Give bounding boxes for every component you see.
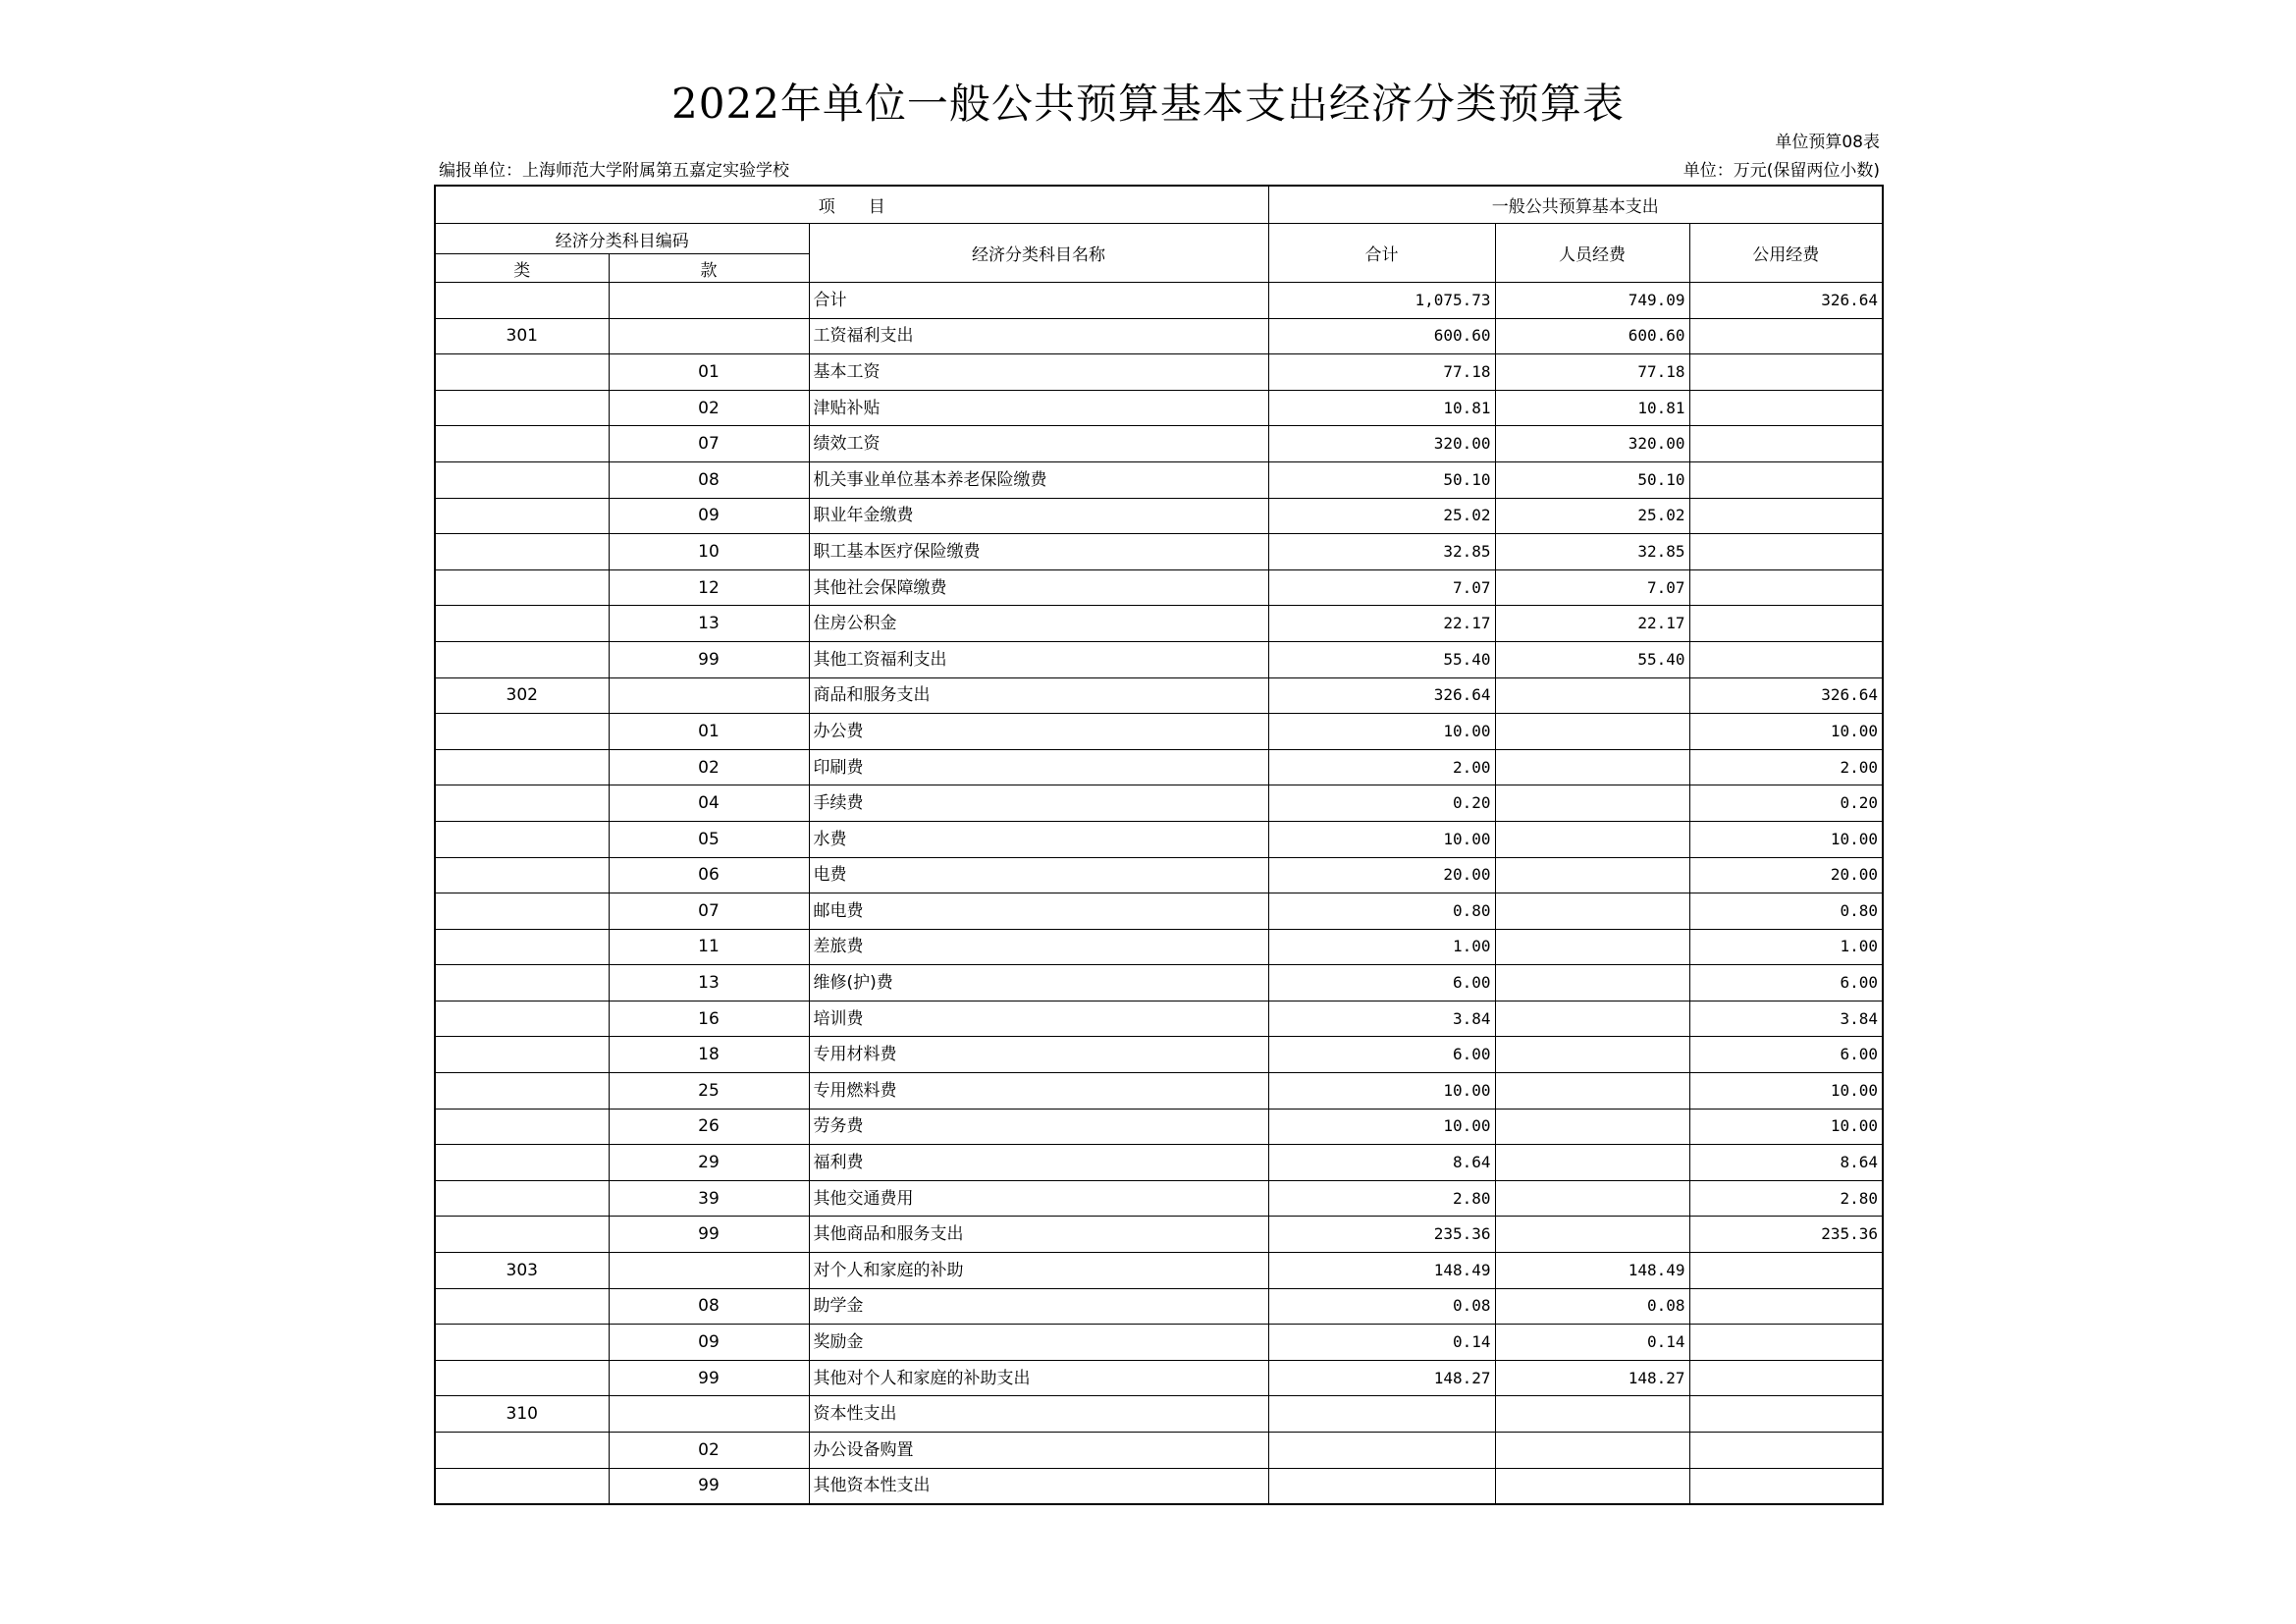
subcategory-code-cell: 10 bbox=[609, 534, 809, 570]
subcategory-code-cell: 26 bbox=[609, 1109, 809, 1145]
public-cost-cell bbox=[1689, 1433, 1883, 1469]
item-name-cell: 其他交通费用 bbox=[809, 1180, 1268, 1217]
category-code-cell bbox=[435, 461, 609, 498]
table-row bbox=[435, 1325, 1883, 1361]
public-cost-cell: 20.00 bbox=[1689, 857, 1883, 893]
item-name-cell: 绩效工资 bbox=[809, 426, 1268, 462]
total-amount-cell: 6.00 bbox=[1268, 1037, 1495, 1073]
subcategory-code-cell: 05 bbox=[609, 821, 809, 857]
category-code-cell bbox=[435, 1109, 609, 1145]
category-code-cell bbox=[435, 354, 609, 391]
item-name-cell: 机关事业单位基本养老保险缴费 bbox=[809, 461, 1268, 498]
staff-cost-cell: 32.85 bbox=[1495, 534, 1689, 570]
item-name-cell: 福利费 bbox=[809, 1145, 1268, 1181]
table-row bbox=[435, 1073, 1883, 1110]
table-row bbox=[435, 606, 1883, 642]
public-cost-cell bbox=[1689, 426, 1883, 462]
report-title: 2022年单位一般公共预算基本支出经济分类预算表 bbox=[671, 80, 1625, 128]
total-amount-cell: 55.40 bbox=[1268, 641, 1495, 677]
table-row bbox=[435, 1396, 1883, 1433]
subcategory-code-cell bbox=[609, 677, 809, 714]
total-amount-cell bbox=[1268, 1433, 1495, 1469]
subcategory-code-cell: 02 bbox=[609, 1433, 809, 1469]
header-public-cost: 公用经费 bbox=[1689, 224, 1883, 283]
header-kuan: 款 bbox=[609, 254, 809, 283]
staff-cost-cell: 600.60 bbox=[1495, 318, 1689, 354]
table-row bbox=[435, 390, 1883, 426]
table-row bbox=[435, 1109, 1883, 1145]
staff-cost-cell bbox=[1495, 677, 1689, 714]
category-code-cell bbox=[435, 1433, 609, 1469]
category-code-cell bbox=[435, 1037, 609, 1073]
header-item-name: 经济分类科目名称 bbox=[809, 224, 1268, 283]
item-name-cell: 奖励金 bbox=[809, 1325, 1268, 1361]
item-name-cell: 基本工资 bbox=[809, 354, 1268, 391]
staff-cost-cell bbox=[1495, 857, 1689, 893]
public-cost-cell: 8.64 bbox=[1689, 1145, 1883, 1181]
total-amount-cell: 50.10 bbox=[1268, 461, 1495, 498]
budget-table bbox=[434, 185, 1884, 1505]
category-code-cell: 303 bbox=[435, 1253, 609, 1289]
subcategory-code-cell: 99 bbox=[609, 1468, 809, 1504]
total-amount-cell: 32.85 bbox=[1268, 534, 1495, 570]
subcategory-code-cell: 13 bbox=[609, 965, 809, 1001]
category-code-cell bbox=[435, 821, 609, 857]
table-row bbox=[435, 785, 1883, 822]
staff-cost-cell: 148.49 bbox=[1495, 1253, 1689, 1289]
table-row bbox=[435, 1468, 1883, 1504]
item-name-cell: 办公费 bbox=[809, 714, 1268, 750]
item-name-cell: 手续费 bbox=[809, 785, 1268, 822]
item-name-cell: 其他工资福利支出 bbox=[809, 641, 1268, 677]
category-code-cell bbox=[435, 641, 609, 677]
public-cost-cell bbox=[1689, 606, 1883, 642]
subcategory-code-cell bbox=[609, 283, 809, 319]
total-amount-cell: 10.00 bbox=[1268, 1073, 1495, 1110]
total-amount-cell: 148.27 bbox=[1268, 1360, 1495, 1396]
table-row bbox=[435, 677, 1883, 714]
item-name-cell: 津贴补贴 bbox=[809, 390, 1268, 426]
staff-cost-cell bbox=[1495, 749, 1689, 785]
table-body bbox=[435, 283, 1883, 1505]
table-row bbox=[435, 893, 1883, 930]
public-cost-cell: 2.00 bbox=[1689, 749, 1883, 785]
table-row bbox=[435, 714, 1883, 750]
table-row bbox=[435, 857, 1883, 893]
category-code-cell bbox=[435, 498, 609, 534]
public-cost-cell bbox=[1689, 1325, 1883, 1361]
category-code-cell: 301 bbox=[435, 318, 609, 354]
public-cost-cell: 235.36 bbox=[1689, 1217, 1883, 1253]
staff-cost-cell: 22.17 bbox=[1495, 606, 1689, 642]
total-amount-cell: 10.00 bbox=[1268, 1109, 1495, 1145]
table-row bbox=[435, 569, 1883, 606]
item-name-cell: 住房公积金 bbox=[809, 606, 1268, 642]
table-row bbox=[435, 641, 1883, 677]
staff-cost-cell bbox=[1495, 1468, 1689, 1504]
public-cost-cell: 326.64 bbox=[1689, 677, 1883, 714]
unit-note: 单位：万元(保留两位小数) bbox=[1682, 161, 1880, 181]
staff-cost-cell: 7.07 bbox=[1495, 569, 1689, 606]
staff-cost-cell bbox=[1495, 714, 1689, 750]
table-row bbox=[435, 749, 1883, 785]
item-name-cell: 培训费 bbox=[809, 1001, 1268, 1037]
total-amount-cell bbox=[1268, 1396, 1495, 1433]
total-amount-cell: 1,075.73 bbox=[1268, 283, 1495, 319]
category-code-cell bbox=[435, 1217, 609, 1253]
item-name-cell: 其他社会保障缴费 bbox=[809, 569, 1268, 606]
table-row bbox=[435, 461, 1883, 498]
public-cost-cell: 10.00 bbox=[1689, 821, 1883, 857]
total-amount-cell: 20.00 bbox=[1268, 857, 1495, 893]
public-cost-cell bbox=[1689, 1396, 1883, 1433]
total-amount-cell: 0.80 bbox=[1268, 893, 1495, 930]
category-code-cell: 302 bbox=[435, 677, 609, 714]
table-row bbox=[435, 426, 1883, 462]
subcategory-code-cell: 01 bbox=[609, 714, 809, 750]
table-header bbox=[435, 186, 1883, 283]
public-cost-cell bbox=[1689, 641, 1883, 677]
reporting-unit: 编报单位：上海师范大学附属第五嘉定实验学校 bbox=[439, 161, 789, 181]
item-name-cell: 专用材料费 bbox=[809, 1037, 1268, 1073]
staff-cost-cell bbox=[1495, 1180, 1689, 1217]
staff-cost-cell bbox=[1495, 929, 1689, 965]
table-row bbox=[435, 1288, 1883, 1325]
staff-cost-cell bbox=[1495, 1217, 1689, 1253]
category-code-cell bbox=[435, 1001, 609, 1037]
staff-cost-cell bbox=[1495, 821, 1689, 857]
item-name-cell: 其他商品和服务支出 bbox=[809, 1217, 1268, 1253]
table-row bbox=[435, 1433, 1883, 1469]
item-name-cell: 印刷费 bbox=[809, 749, 1268, 785]
subcategory-code-cell: 07 bbox=[609, 426, 809, 462]
public-cost-cell bbox=[1689, 534, 1883, 570]
staff-cost-cell bbox=[1495, 1109, 1689, 1145]
total-amount-cell: 25.02 bbox=[1268, 498, 1495, 534]
staff-cost-cell bbox=[1495, 785, 1689, 822]
form-number: 单位预算08表 bbox=[1775, 133, 1880, 152]
staff-cost-cell bbox=[1495, 965, 1689, 1001]
total-amount-cell bbox=[1268, 1468, 1495, 1504]
public-cost-cell: 326.64 bbox=[1689, 283, 1883, 319]
header-total: 合计 bbox=[1268, 224, 1495, 283]
subcategory-code-cell bbox=[609, 318, 809, 354]
staff-cost-cell: 50.10 bbox=[1495, 461, 1689, 498]
total-amount-cell: 0.20 bbox=[1268, 785, 1495, 822]
subcategory-code-cell: 02 bbox=[609, 749, 809, 785]
category-code-cell bbox=[435, 1180, 609, 1217]
total-amount-cell: 600.60 bbox=[1268, 318, 1495, 354]
item-name-cell: 商品和服务支出 bbox=[809, 677, 1268, 714]
table-row bbox=[435, 498, 1883, 534]
public-cost-cell: 6.00 bbox=[1689, 1037, 1883, 1073]
public-cost-cell: 0.80 bbox=[1689, 893, 1883, 930]
table-row bbox=[435, 965, 1883, 1001]
subcategory-code-cell: 09 bbox=[609, 498, 809, 534]
staff-cost-cell: 320.00 bbox=[1495, 426, 1689, 462]
header-code-group: 经济分类科目编码 bbox=[435, 224, 809, 254]
subcategory-code-cell bbox=[609, 1253, 809, 1289]
staff-cost-cell: 0.08 bbox=[1495, 1288, 1689, 1325]
item-name-cell: 资本性支出 bbox=[809, 1396, 1268, 1433]
subcategory-code-cell: 06 bbox=[609, 857, 809, 893]
staff-cost-cell bbox=[1495, 1037, 1689, 1073]
total-amount-cell: 2.00 bbox=[1268, 749, 1495, 785]
header-staff-cost: 人员经费 bbox=[1495, 224, 1689, 283]
total-amount-cell: 6.00 bbox=[1268, 965, 1495, 1001]
header-basic-expenditure: 一般公共预算基本支出 bbox=[1268, 186, 1883, 224]
subcategory-code-cell: 99 bbox=[609, 641, 809, 677]
public-cost-cell bbox=[1689, 1360, 1883, 1396]
header-project: 项 目 bbox=[435, 186, 1268, 224]
staff-cost-cell: 55.40 bbox=[1495, 641, 1689, 677]
public-cost-cell: 2.80 bbox=[1689, 1180, 1883, 1217]
public-cost-cell: 6.00 bbox=[1689, 965, 1883, 1001]
table-row bbox=[435, 1001, 1883, 1037]
public-cost-cell bbox=[1689, 354, 1883, 391]
total-amount-cell: 2.80 bbox=[1268, 1180, 1495, 1217]
table-row bbox=[435, 1145, 1883, 1181]
subcategory-code-cell: 39 bbox=[609, 1180, 809, 1217]
total-amount-cell: 77.18 bbox=[1268, 354, 1495, 391]
category-code-cell bbox=[435, 283, 609, 319]
category-code-cell bbox=[435, 1468, 609, 1504]
category-code-cell bbox=[435, 1288, 609, 1325]
subcategory-code-cell: 16 bbox=[609, 1001, 809, 1037]
total-amount-cell: 326.64 bbox=[1268, 677, 1495, 714]
total-amount-cell: 8.64 bbox=[1268, 1145, 1495, 1181]
category-code-cell bbox=[435, 749, 609, 785]
public-cost-cell bbox=[1689, 498, 1883, 534]
staff-cost-cell bbox=[1495, 1396, 1689, 1433]
subcategory-code-cell: 25 bbox=[609, 1073, 809, 1110]
table-row bbox=[435, 318, 1883, 354]
subcategory-code-cell: 13 bbox=[609, 606, 809, 642]
table-row bbox=[435, 354, 1883, 391]
staff-cost-cell: 10.81 bbox=[1495, 390, 1689, 426]
total-amount-cell: 10.00 bbox=[1268, 821, 1495, 857]
staff-cost-cell bbox=[1495, 1145, 1689, 1181]
category-code-cell bbox=[435, 714, 609, 750]
total-amount-cell: 10.00 bbox=[1268, 714, 1495, 750]
subcategory-code-cell: 09 bbox=[609, 1325, 809, 1361]
public-cost-cell: 3.84 bbox=[1689, 1001, 1883, 1037]
subcategory-code-cell: 99 bbox=[609, 1360, 809, 1396]
public-cost-cell: 10.00 bbox=[1689, 1109, 1883, 1145]
category-code-cell bbox=[435, 785, 609, 822]
table-row bbox=[435, 1253, 1883, 1289]
category-code-cell bbox=[435, 1325, 609, 1361]
table-row bbox=[435, 283, 1883, 319]
item-name-cell: 邮电费 bbox=[809, 893, 1268, 930]
public-cost-cell bbox=[1689, 1288, 1883, 1325]
item-name-cell: 对个人和家庭的补助 bbox=[809, 1253, 1268, 1289]
public-cost-cell bbox=[1689, 390, 1883, 426]
total-amount-cell: 320.00 bbox=[1268, 426, 1495, 462]
staff-cost-cell: 0.14 bbox=[1495, 1325, 1689, 1361]
public-cost-cell bbox=[1689, 1468, 1883, 1504]
category-code-cell bbox=[435, 606, 609, 642]
table-row bbox=[435, 1037, 1883, 1073]
category-code-cell: 310 bbox=[435, 1396, 609, 1433]
public-cost-cell: 10.00 bbox=[1689, 1073, 1883, 1110]
staff-cost-cell: 148.27 bbox=[1495, 1360, 1689, 1396]
category-code-cell bbox=[435, 965, 609, 1001]
total-amount-cell: 235.36 bbox=[1268, 1217, 1495, 1253]
header-lei: 类 bbox=[435, 254, 609, 283]
subcategory-code-cell: 01 bbox=[609, 354, 809, 391]
subcategory-code-cell: 29 bbox=[609, 1145, 809, 1181]
staff-cost-cell bbox=[1495, 1073, 1689, 1110]
total-amount-cell: 0.08 bbox=[1268, 1288, 1495, 1325]
total-amount-cell: 0.14 bbox=[1268, 1325, 1495, 1361]
item-name-cell: 差旅费 bbox=[809, 929, 1268, 965]
table-row bbox=[435, 929, 1883, 965]
total-amount-cell: 10.81 bbox=[1268, 390, 1495, 426]
total-amount-cell: 22.17 bbox=[1268, 606, 1495, 642]
item-name-cell: 水费 bbox=[809, 821, 1268, 857]
item-name-cell: 电费 bbox=[809, 857, 1268, 893]
subcategory-code-cell: 12 bbox=[609, 569, 809, 606]
item-name-cell: 职工基本医疗保险缴费 bbox=[809, 534, 1268, 570]
subcategory-code-cell: 04 bbox=[609, 785, 809, 822]
table-row bbox=[435, 534, 1883, 570]
category-code-cell bbox=[435, 1073, 609, 1110]
staff-cost-cell bbox=[1495, 1433, 1689, 1469]
total-amount-cell: 3.84 bbox=[1268, 1001, 1495, 1037]
staff-cost-cell: 25.02 bbox=[1495, 498, 1689, 534]
item-name-cell: 维修(护)费 bbox=[809, 965, 1268, 1001]
subcategory-code-cell: 02 bbox=[609, 390, 809, 426]
item-name-cell: 其他对个人和家庭的补助支出 bbox=[809, 1360, 1268, 1396]
category-code-cell bbox=[435, 1360, 609, 1396]
category-code-cell bbox=[435, 893, 609, 930]
public-cost-cell: 1.00 bbox=[1689, 929, 1883, 965]
table-row bbox=[435, 1180, 1883, 1217]
category-code-cell bbox=[435, 534, 609, 570]
staff-cost-cell: 77.18 bbox=[1495, 354, 1689, 391]
public-cost-cell bbox=[1689, 1253, 1883, 1289]
subcategory-code-cell: 11 bbox=[609, 929, 809, 965]
subcategory-code-cell: 18 bbox=[609, 1037, 809, 1073]
public-cost-cell bbox=[1689, 461, 1883, 498]
category-code-cell bbox=[435, 426, 609, 462]
item-name-cell: 劳务费 bbox=[809, 1109, 1268, 1145]
public-cost-cell bbox=[1689, 569, 1883, 606]
staff-cost-cell: 749.09 bbox=[1495, 283, 1689, 319]
subcategory-code-cell: 08 bbox=[609, 1288, 809, 1325]
public-cost-cell: 10.00 bbox=[1689, 714, 1883, 750]
item-name-cell: 其他资本性支出 bbox=[809, 1468, 1268, 1504]
category-code-cell bbox=[435, 390, 609, 426]
public-cost-cell bbox=[1689, 318, 1883, 354]
table-row bbox=[435, 1217, 1883, 1253]
item-name-cell: 职业年金缴费 bbox=[809, 498, 1268, 534]
staff-cost-cell bbox=[1495, 893, 1689, 930]
subcategory-code-cell: 99 bbox=[609, 1217, 809, 1253]
item-name-cell: 合计 bbox=[809, 283, 1268, 319]
item-name-cell: 办公设备购置 bbox=[809, 1433, 1268, 1469]
total-amount-cell: 148.49 bbox=[1268, 1253, 1495, 1289]
category-code-cell bbox=[435, 857, 609, 893]
subcategory-code-cell: 07 bbox=[609, 893, 809, 930]
total-amount-cell: 7.07 bbox=[1268, 569, 1495, 606]
category-code-cell bbox=[435, 1145, 609, 1181]
item-name-cell: 专用燃料费 bbox=[809, 1073, 1268, 1110]
staff-cost-cell bbox=[1495, 1001, 1689, 1037]
table-row bbox=[435, 821, 1883, 857]
total-amount-cell: 1.00 bbox=[1268, 929, 1495, 965]
category-code-cell bbox=[435, 929, 609, 965]
table-row bbox=[435, 1360, 1883, 1396]
public-cost-cell: 0.20 bbox=[1689, 785, 1883, 822]
category-code-cell bbox=[435, 569, 609, 606]
subcategory-code-cell: 08 bbox=[609, 461, 809, 498]
item-name-cell: 工资福利支出 bbox=[809, 318, 1268, 354]
item-name-cell: 助学金 bbox=[809, 1288, 1268, 1325]
subcategory-code-cell bbox=[609, 1396, 809, 1433]
